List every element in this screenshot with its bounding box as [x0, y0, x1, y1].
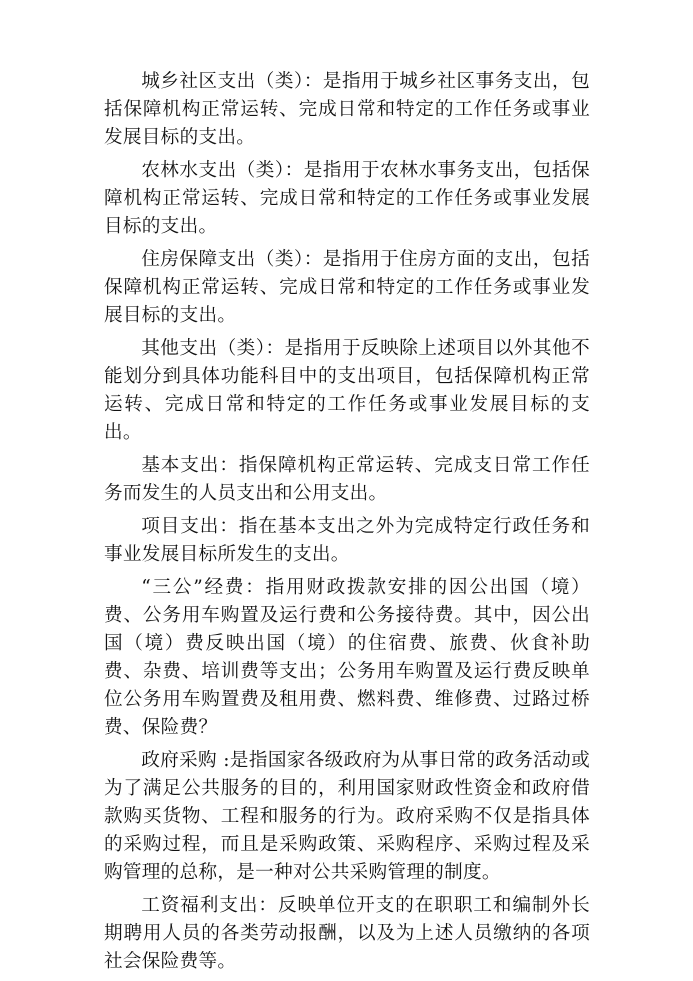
paragraph-three-public-expenses: “三公”经费：指用财政拨款安排的因公出国（境）费、公务用车购置及运行费和公务接待费。其中，因公出国（境）费反映出国（境）的住宿费、旅费、伙食补助费、杂费、培训费等支出；公务用车购置及运行费反映单位公务用车购置费及租用费、燃料费、维修费、过路过桥费、保险费？	[104, 577, 590, 738]
paragraph-urban-rural-community: 城乡社区支出（类）：是指用于城乡社区事务支出，包括保障机构正常运转、完成日常和特定的工作任务或事业发展目标的支出。	[104, 71, 590, 148]
paragraph-housing-security: 住房保障支出（类）：是指用于住房方面的支出，包括保障机构正常运转、完成日常和特定的工作任务或事业发展目标的支出。	[104, 249, 590, 326]
paragraph-project-expenditure: 项目支出：指在基本支出之外为完成特定行政任务和事业发展目标所发生的支出。	[104, 516, 590, 565]
paragraph-basic-expenditure: 基本支出：指保障机构正常运转、完成支日常工作任务而发生的人员支出和公用支出。	[104, 455, 590, 504]
paragraph-wage-welfare-expenditure: 工资福利支出：反映单位开支的在职职工和编制外长期聘用人员的各类劳动报酬，以及为上述人员缴纳的各项社会保险费等。	[104, 895, 590, 972]
document-body	[104, 68, 590, 981]
paragraph-other-expenditure: 其他支出（类）：是指用于反映除上述项目以外其他不能划分到具体功能科目中的支出项目，包括保障机构正常运转、完成日常和特定的工作任务或事业发展目标的支出。	[104, 338, 590, 443]
paragraph-government-procurement: 政府采购 :是指国家各级政府为从事日常的政务活动或为了满足公共服务的目的，利用国家财政性资金和政府借款购买货物、工程和服务的行为。政府采购不仅是指具体的采购过程，而且是采购政策、采购程序、采购过程及采购管理的总称，是一种对公共采购管理的制度。	[104, 750, 590, 883]
paragraph-agriculture-forestry-water: 农林水支出（类）：是指用于农林水事务支出，包括保障机构正常运转、完成日常和特定的工作任务或事业发展目标的支出。	[104, 160, 590, 237]
